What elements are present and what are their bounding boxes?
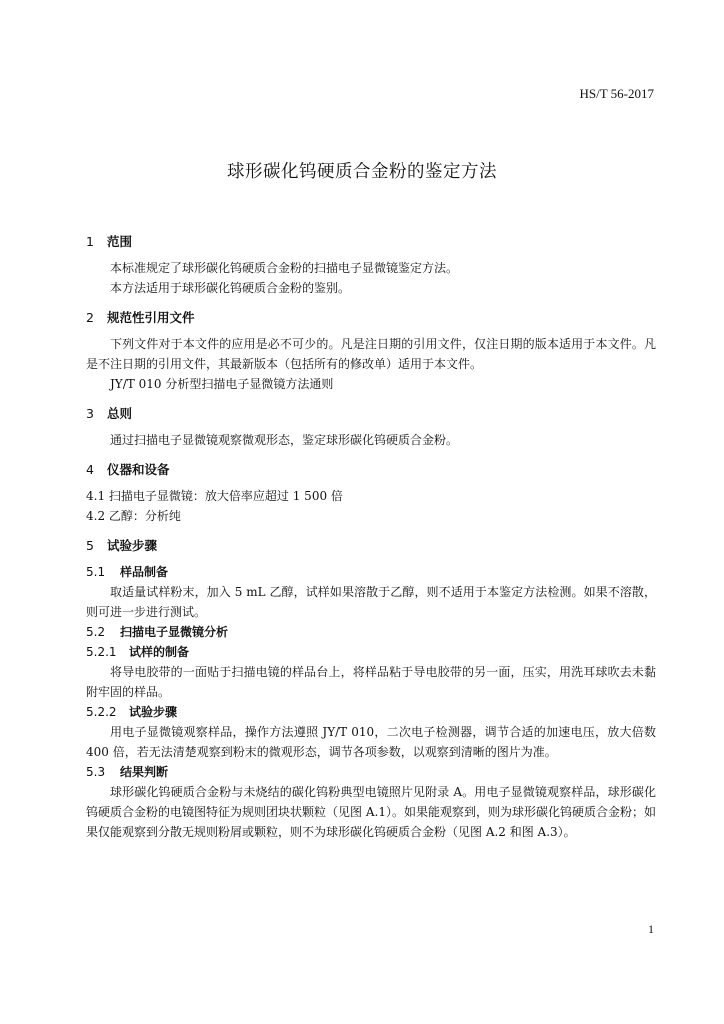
subsection-number: 5.3 [86, 765, 106, 779]
section-number: 2 [86, 310, 94, 325]
section-title: 范围 [107, 234, 133, 249]
list-item [86, 506, 656, 526]
subsection-number: 5.2.2 [86, 705, 117, 719]
paragraph: 取适量试样粉末，加入 5 mL 乙醇，试样如果溶散于乙醇，则不适用于本鉴定方法检测。如果不溶散，则可进一步进行测试。 [86, 585, 656, 619]
section-3-heading [86, 404, 656, 424]
section-1-heading [86, 232, 656, 252]
subsection-5-3-heading [86, 762, 656, 782]
subsection-5-2-heading [86, 622, 656, 642]
paragraph: 球形碳化钨硬质合金粉与未烧结的碳化钨粉典型电镜照片见附录 A。用电子显微镜观察样品，球形碳化钨硬质合金粉的电镜图特征为规则团块状颗粒（见图 A.1）。如果能观察到，则为球形碳化钨硬质合金粉；如果仅能观察到分散无规则粉屑或颗粒，则不为球形碳化钨硬质合金粉（见图 A.2 和图 A.3）。 [86, 785, 656, 839]
subsection-5-1-heading [86, 562, 656, 582]
subsection-title: 试样的制备 [129, 645, 190, 659]
paragraph: 用电子显微镜观察样品，操作方法遵照 JY/T 010，二次电子检测器，调节合适的加速电压，放大倍数 400 倍，若无法清楚观察到粉末的微观形态，调节各项参数，以观察到清晰的图片为准。 [86, 725, 656, 759]
document-body [86, 228, 656, 842]
section-number: 1 [86, 234, 94, 249]
section-title: 试验步骤 [107, 538, 158, 553]
paragraph: 本方法适用于球形碳化钨硬质合金粉的鉴别。 [110, 281, 351, 295]
item-number: 4.1 [86, 489, 106, 503]
document-title: 球形碳化钨硬质合金粉的鉴定方法 [227, 162, 497, 182]
subsection-number: 5.2 [86, 625, 106, 639]
subsection-title: 试验步骤 [129, 705, 178, 719]
section-number: 3 [86, 406, 94, 421]
subsection-number: 5.1 [86, 565, 106, 579]
item-text: 扫描电子显微镜：放大倍率应超过 1 500 倍 [108, 489, 343, 503]
subsection-5-2-1-heading [86, 642, 656, 662]
section-number: 4 [86, 462, 94, 477]
section-title: 规范性引用文件 [107, 310, 195, 325]
list-item [86, 486, 656, 506]
section-number: 5 [86, 538, 94, 553]
standard-code: HS/T 56-2017 [579, 86, 654, 101]
subsection-title: 扫描电子显微镜分析 [120, 625, 229, 639]
section-title: 总则 [107, 406, 133, 421]
section-title: 仪器和设备 [107, 462, 170, 477]
paragraph: 下列文件对于本文件的应用是必不可少的。凡是注日期的引用文件，仅注日期的版本适用于本文件。凡是不注日期的引用文件，其最新版本（包括所有的修改单）适用于本文件。 [86, 337, 656, 371]
paragraph: 本标准规定了球形碳化钨硬质合金粉的扫描电子显微镜鉴定方法。 [110, 261, 459, 275]
reference-entry: JY/T 010 分析型扫描电子显微镜方法通则 [110, 377, 334, 391]
item-text: 乙醇：分析纯 [108, 509, 181, 523]
section-2-heading [86, 308, 656, 328]
item-number: 4.2 [86, 509, 106, 523]
subsection-number: 5.2.1 [86, 645, 117, 659]
section-5-heading [86, 536, 656, 556]
subsection-5-2-2-heading [86, 702, 656, 722]
paragraph: 通过扫描电子显微镜观察微观形态，鉴定球形碳化钨硬质合金粉。 [110, 433, 459, 447]
section-4-heading [86, 460, 656, 480]
subsection-title: 样品制备 [120, 565, 169, 579]
subsection-title: 结果判断 [120, 765, 169, 779]
page-number: 1 [648, 922, 654, 936]
paragraph: 将导电胶带的一面贴于扫描电镜的样品台上，将样品粘于导电胶带的另一面，压实，用洗耳球吹去未黏附牢固的样品。 [86, 665, 656, 699]
